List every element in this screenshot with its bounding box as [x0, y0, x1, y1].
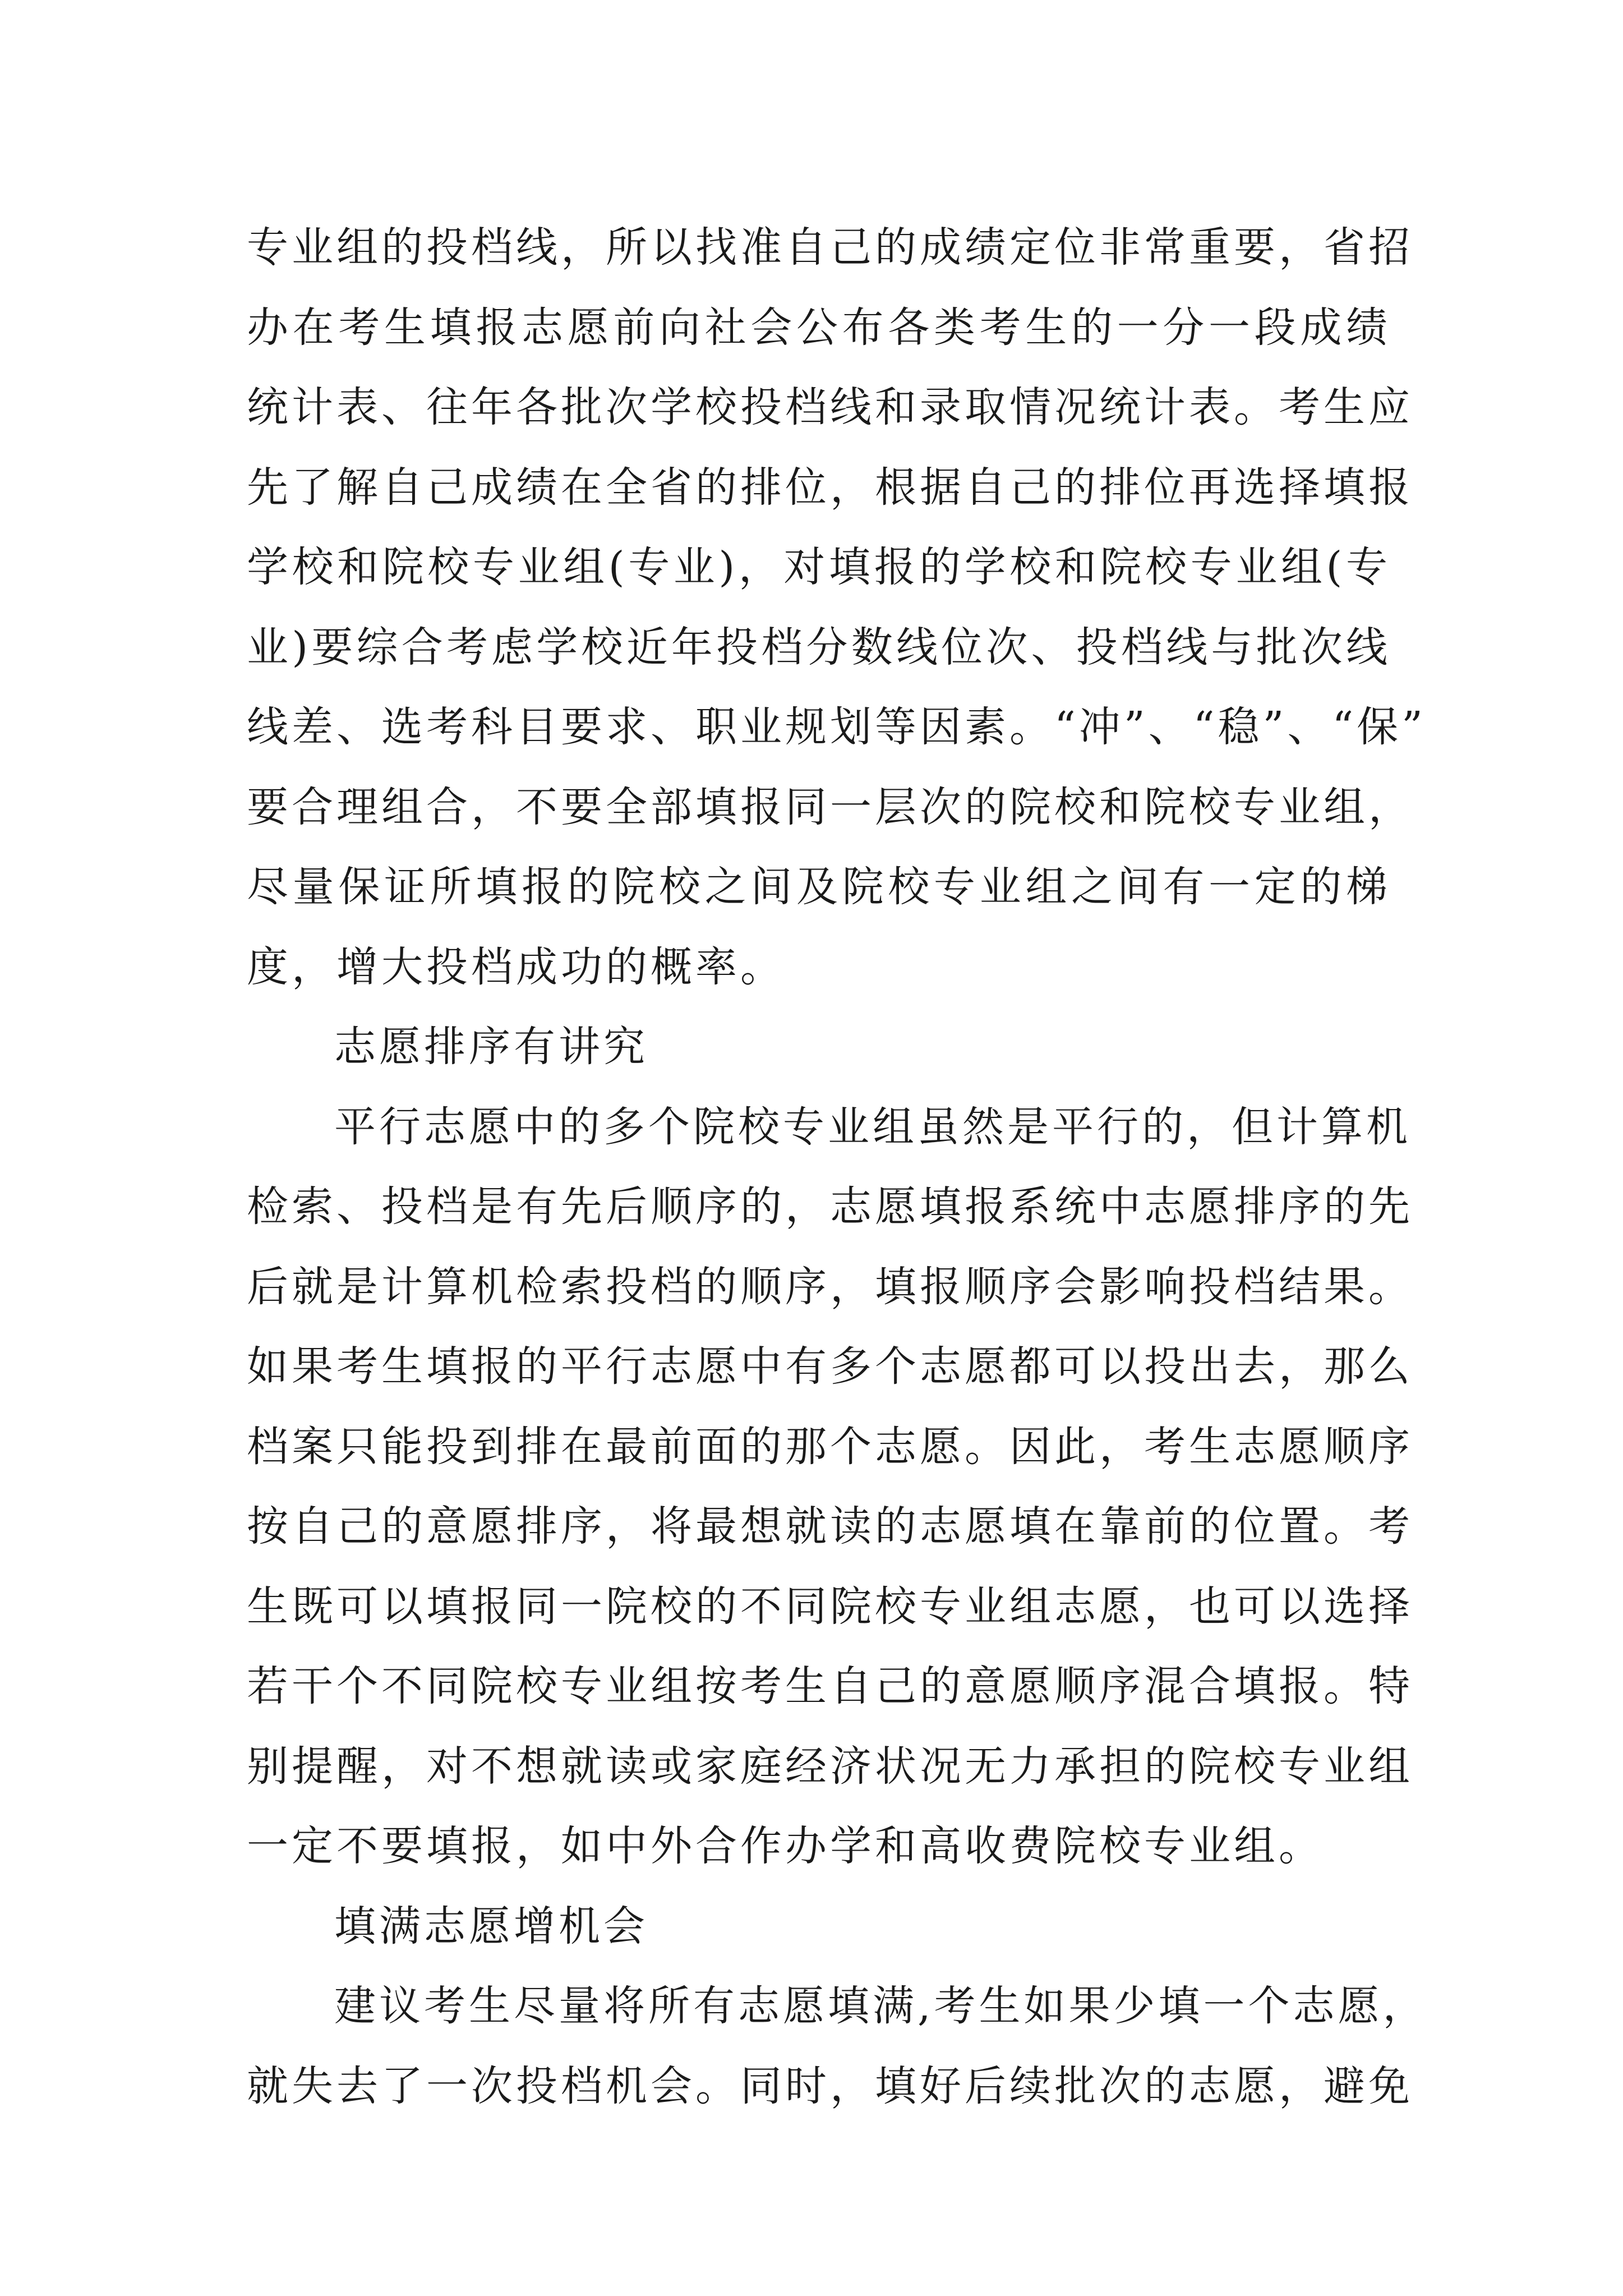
paragraph-line: 学校和院校专业组(专业)，对填报的学校和院校专业组(专 — [247, 543, 1391, 591]
paragraph-line: 档案只能投到排在最前面的那个志愿。因此，考生志愿顺序 — [247, 1422, 1413, 1471]
section-heading: 填满志愿增机会 — [334, 1902, 648, 1950]
paragraph-line: 检索、投档是有先后顺序的，志愿填报系统中志愿排序的先 — [247, 1182, 1413, 1231]
paragraph-line: 生既可以填报同一院校的不同院校专业组志愿，也可以选择 — [247, 1582, 1413, 1631]
paragraph-line: 要合理组合，不要全部填报同一层次的院校和院校专业组， — [247, 783, 1413, 831]
paragraph-line: 专业组的投档线，所以找准自己的成绩定位非常重要，省招 — [247, 223, 1413, 272]
paragraph-line: 一定不要填报，如中外合作办学和高收费院校专业组。 — [247, 1822, 1324, 1870]
paragraph-line: 线差、选考科目要求、职业规划等因素。“冲”、“稳”、“保” — [247, 703, 1426, 751]
paragraph-line: 度，增大投档成功的概率。 — [247, 942, 785, 991]
paragraph-line: 建议考生尽量将所有志愿填满,考生如果少填一个志愿， — [334, 1982, 1428, 2030]
paragraph-line: 按自己的意愿排序，将最想就读的志愿填在靠前的位置。考 — [247, 1502, 1413, 1550]
paragraph-line: 尽量保证所填报的院校之间及院校专业组之间有一定的梯 — [247, 863, 1391, 911]
paragraph-line: 就失去了一次投档机会。同时，填好后续批次的志愿，避免 — [247, 2062, 1413, 2110]
paragraph-line: 办在考生填报志愿前向社会公布各类考生的一分一段成绩 — [247, 303, 1391, 352]
paragraph-line: 先了解自己成绩在全省的排位，根据自己的排位再选择填报 — [247, 463, 1413, 512]
paragraph-line: 业)要综合考虑学校近年投档分数线位次、投档线与批次线 — [247, 623, 1391, 671]
document-body — [247, 208, 1428, 2126]
section-heading: 志愿排序有讲究 — [334, 1023, 648, 1071]
paragraph-line: 后就是计算机检索投档的顺序，填报顺序会影响投档结果。 — [247, 1262, 1413, 1311]
paragraph-line: 若干个不同院校专业组按考生自己的意愿顺序混合填报。特 — [247, 1662, 1413, 1710]
paragraph-line: 别提醒，对不想就读或家庭经济状况无力承担的院校专业组 — [247, 1742, 1413, 1791]
paragraph-line: 如果考生填报的平行志愿中有多个志愿都可以投出去，那么 — [247, 1342, 1413, 1391]
paragraph-line: 平行志愿中的多个院校专业组虽然是平行的，但计算机 — [334, 1102, 1411, 1151]
paragraph-line: 统计表、往年各批次学校投档线和录取情况统计表。考生应 — [247, 383, 1413, 431]
